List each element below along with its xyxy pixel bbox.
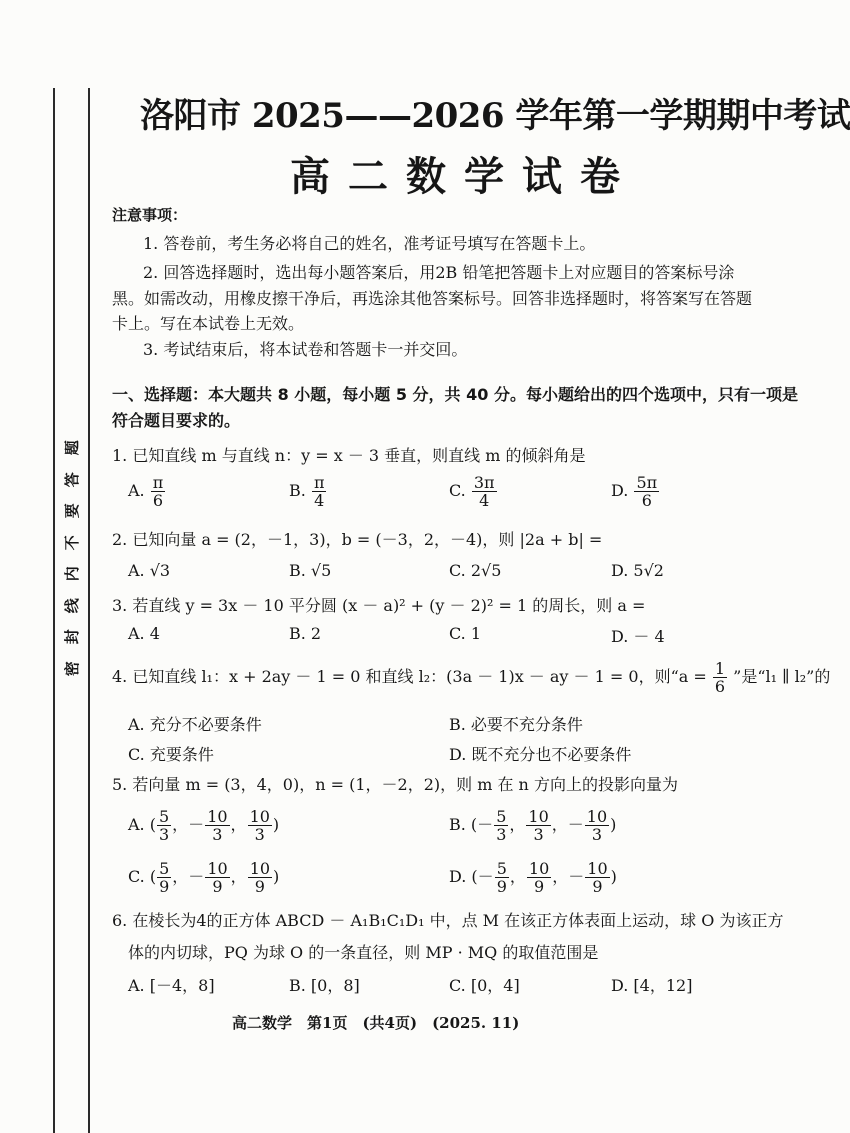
question-6-stem-line-1: 6. 在棱长为4的正方体 ABCD － A₁B₁C₁D₁ 中，点 M 在该正方体表面上运动，球 O 为该正方 [112, 911, 784, 930]
notice-heading: 注意事项： [112, 206, 188, 224]
binding-char: 线 [63, 597, 82, 613]
section-heading-line-1: 一、选择题：本大题共 8 小题，每小题 5 分，共 40 分。每小题给出的四个选项中，只有一项是 [112, 385, 798, 404]
question-2-option-b: B. √5 [289, 561, 332, 580]
question-6-option-d: D. [4，12] [611, 976, 693, 995]
question-1-option-d: D. $\frac{5\pi}{6}$ [611, 473, 658, 510]
question-2-option-c: C. 2√5 [449, 561, 502, 580]
question-5-option-d: D. (－ $\frac{5}{9}$ ， $\frac{10}{9}$ ，－ $\frac{10}{9}$ ) [449, 859, 617, 896]
binding-char: 不 [63, 534, 82, 550]
question-1-option-b: B. $\frac{\pi}{4}$ [289, 473, 325, 510]
question-3-stem: 3. 若直线 y = 3x － 10 平分圆 (x － a)² + (y － 2)² = 1 的周长，则 a = [112, 596, 646, 615]
question-5-stem: 5. 若向量 m = (3，4，0)，n = (1，－2，2)，则 m 在 n 方向上的投影向量为 [112, 775, 678, 794]
notice-item-2-line-1: 2. 回答选择题时，选出每小题答案后，用2B 铅笔把答题卡上对应题目的答案标号涂 [143, 263, 735, 282]
question-6-stem-line-2: 体的内切球，PQ 为球 O 的一条直径，则 MP · MQ 的取值范围是 [128, 943, 599, 962]
binding-char: 答 [63, 471, 82, 487]
question-4-option-d: D. 既不充分也不必要条件 [449, 745, 632, 764]
question-3-option-c: C. 1 [449, 624, 482, 643]
question-3-option-b: B. 2 [289, 624, 322, 643]
exam-subtitle: 高二数学试卷 [290, 153, 638, 200]
binding-char: 内 [63, 566, 82, 582]
notice-item-2-line-2: 黑。如需改动，用橡皮擦干净后，再选涂其他答案标号。回答非选择题时，将答案写在答题 [112, 289, 753, 308]
question-4-stem: 4. 已知直线 l₁：x + 2ay － 1 = 0 和直线 l₂：(3a － 1)x － ay － 1 = 0，则“a = $\frac{1}{6}$ ”是“l₁ ∥ l₂”的 [112, 659, 831, 696]
section-heading-line-2: 符合题目要求的。 [112, 411, 241, 430]
binding-margin-line-inner [88, 88, 90, 1133]
question-5-option-c: C. ( $\frac{5}{9}$ ，－ $\frac{10}{9}$ ， $\frac{10}{9}$ ) [128, 859, 280, 896]
binding-char: 题 [63, 440, 82, 456]
question-2-option-a: A. √3 [128, 561, 171, 580]
binding-char: 要 [63, 503, 82, 519]
question-1-stem: 1. 已知直线 m 与直线 n：y = x － 3 垂直，则直线 m 的倾斜角是 [112, 446, 586, 465]
exam-title: 洛阳市 2025——2026 学年第一学期期中考试 [140, 96, 850, 136]
question-4-option-b: B. 必要不充分条件 [449, 715, 583, 734]
notice-item-3: 3. 考试结束后，将本试卷和答题卡一并交回。 [143, 340, 468, 359]
notice-item-1: 1. 答卷前，考生务必将自己的姓名，准考证号填写在答题卡上。 [143, 234, 596, 253]
notice-item-2-line-3: 卡上。写在本试卷上无效。 [112, 314, 305, 333]
question-3-option-a: A. 4 [128, 624, 160, 643]
question-5-option-b: B. (－ $\frac{5}{3}$ ， $\frac{10}{3}$ ，－ $\frac{10}{3}$ ) [449, 807, 617, 844]
binding-char: 封 [63, 629, 82, 645]
question-1-option-c: C. $\frac{3\pi}{4}$ [449, 473, 495, 510]
question-2-option-d: D. 5√2 [611, 561, 664, 580]
page-footer: 高二数学 第1页 (共4页) (2025. 11) [232, 1014, 520, 1032]
question-6-option-b: B. [0，8] [289, 976, 360, 995]
question-1-option-a: A. $\frac{\pi}{6}$ [128, 473, 164, 510]
question-6-option-a: A. [－4，8] [128, 976, 215, 995]
binding-margin-line [53, 88, 55, 1133]
question-4-option-c: C. 充要条件 [128, 745, 214, 764]
question-3-option-d: D. － 4 [611, 627, 665, 646]
binding-char: 密 [63, 660, 82, 676]
question-2-stem: 2. 已知向量 a = (2，－1，3)，b = (－3，2，－4)，则 |2a + b| = [112, 530, 603, 549]
question-4-option-a: A. 充分不必要条件 [128, 715, 262, 734]
binding-margin-text [62, 432, 84, 684]
question-6-option-c: C. [0，4] [449, 976, 520, 995]
question-5-option-a: A. ( $\frac{5}{3}$ ，－ $\frac{10}{3}$ ， $\frac{10}{3}$ ) [128, 807, 280, 844]
